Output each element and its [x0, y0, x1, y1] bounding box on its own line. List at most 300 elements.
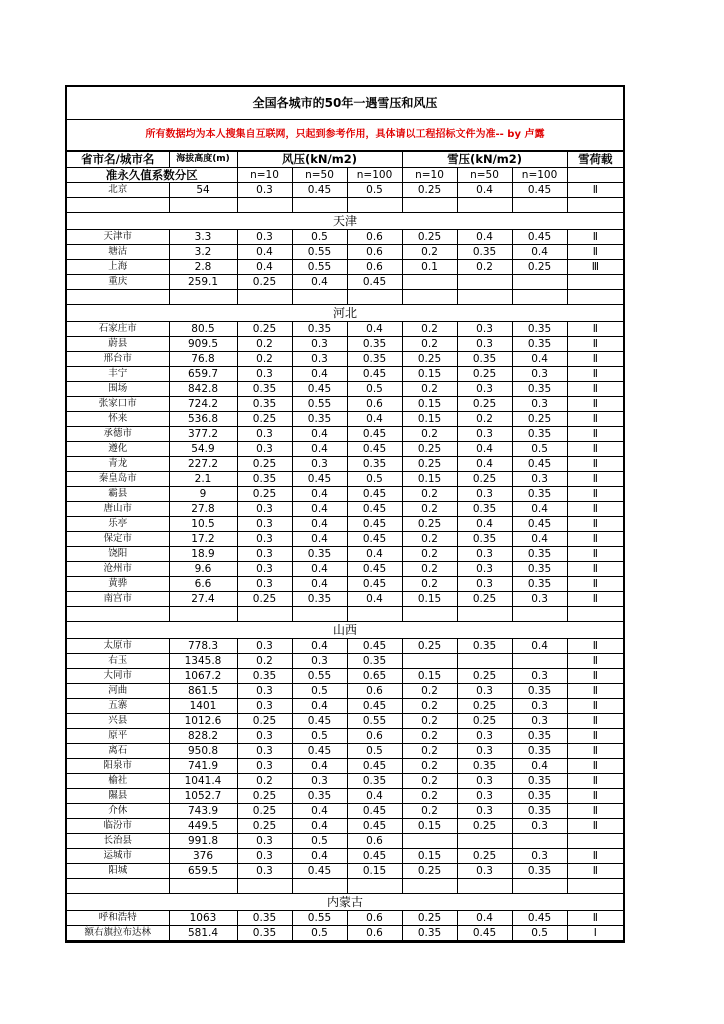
cell-wind-n100: 0.6 — [347, 834, 402, 849]
cell-snow-n100: 0.3 — [512, 472, 567, 487]
table-row — [67, 759, 623, 774]
cell-snow-n50: 0.3 — [457, 337, 512, 352]
cell-altitude: 861.5 — [169, 684, 237, 699]
cell-snow-n10: 0.2 — [402, 337, 457, 352]
cell-snow-n10: 0.2 — [402, 562, 457, 577]
pressure-table — [67, 151, 623, 941]
cell-snow-load-zone: Ⅱ — [567, 230, 623, 245]
table-row — [67, 502, 623, 517]
cell-wind-n50: 0.4 — [292, 427, 347, 442]
blank-cell — [512, 198, 567, 213]
cell-snow-n50: 0.35 — [457, 532, 512, 547]
cell-wind-n10: 0.3 — [237, 183, 292, 198]
cell-snow-n50: 0.3 — [457, 744, 512, 759]
cell-snow-n100: 0.3 — [512, 819, 567, 834]
cell-city: 兴县 — [67, 714, 169, 729]
cell-wind-n50: 0.3 — [292, 654, 347, 669]
spreadsheet — [65, 85, 625, 943]
cell-snow-n100: 0.35 — [512, 729, 567, 744]
cell-wind-n10: 0.3 — [237, 532, 292, 547]
cell-city: 蔚县 — [67, 337, 169, 352]
cell-city: 保定市 — [67, 532, 169, 547]
cell-wind-n100: 0.45 — [347, 577, 402, 592]
cell-snow-load-zone: Ⅱ — [567, 774, 623, 789]
cell-snow-n10: 0.15 — [402, 669, 457, 684]
cell-city: 原平 — [67, 729, 169, 744]
cell-altitude: 536.8 — [169, 412, 237, 427]
cell-altitude: 1041.4 — [169, 774, 237, 789]
cell-snow-n50: 0.25 — [457, 819, 512, 834]
cell-altitude: 3.3 — [169, 230, 237, 245]
cell-wind-n100: 0.4 — [347, 412, 402, 427]
cell-city: 霸县 — [67, 487, 169, 502]
cell-wind-n10: 0.25 — [237, 714, 292, 729]
cell-snow-load-zone: Ⅲ — [567, 260, 623, 275]
blank-cell — [457, 198, 512, 213]
cell-wind-n50: 0.4 — [292, 502, 347, 517]
cell-snow-n10: 0.15 — [402, 849, 457, 864]
cell-wind-n50: 0.4 — [292, 804, 347, 819]
header-zone: 准永久值系数分区 — [67, 168, 237, 183]
cell-wind-n10: 0.35 — [237, 382, 292, 397]
table-row — [67, 654, 623, 669]
cell-altitude: 76.8 — [169, 352, 237, 367]
cell-wind-n10: 0.25 — [237, 275, 292, 290]
cell-wind-n100: 0.5 — [347, 382, 402, 397]
blank-cell — [292, 198, 347, 213]
table-row — [67, 926, 623, 941]
cell-altitude: 9 — [169, 487, 237, 502]
cell-wind-n100: 0.6 — [347, 729, 402, 744]
table-row — [67, 547, 623, 562]
cell-wind-n10: 0.3 — [237, 744, 292, 759]
cell-wind-n100: 0.6 — [347, 230, 402, 245]
cell-wind-n10: 0.3 — [237, 502, 292, 517]
cell-wind-n100: 0.45 — [347, 442, 402, 457]
cell-wind-n10: 0.25 — [237, 804, 292, 819]
cell-wind-n100: 0.45 — [347, 532, 402, 547]
blank-cell — [67, 607, 169, 622]
table-row — [67, 789, 623, 804]
cell-snow-n100 — [512, 654, 567, 669]
cell-snow-load-zone: Ⅱ — [567, 532, 623, 547]
cell-city: 额右旗拉布达林 — [67, 926, 169, 941]
cell-wind-n50: 0.4 — [292, 532, 347, 547]
cell-snow-n100: 0.3 — [512, 699, 567, 714]
blank-cell — [457, 879, 512, 894]
cell-altitude: 1401 — [169, 699, 237, 714]
cell-snow-load-zone: Ⅱ — [567, 804, 623, 819]
cell-snow-n10: 0.35 — [402, 926, 457, 941]
table-row — [67, 714, 623, 729]
cell-snow-load-zone: Ⅱ — [567, 789, 623, 804]
cell-snow-n100: 0.25 — [512, 412, 567, 427]
cell-snow-load-zone: Ⅱ — [567, 502, 623, 517]
blank-cell — [512, 879, 567, 894]
cell-snow-n50: 0.25 — [457, 592, 512, 607]
cell-wind-n100: 0.4 — [347, 322, 402, 337]
cell-snow-n50: 0.4 — [457, 230, 512, 245]
cell-wind-n10: 0.3 — [237, 577, 292, 592]
blank-cell — [512, 607, 567, 622]
table-row — [67, 517, 623, 532]
cell-wind-n50: 0.4 — [292, 487, 347, 502]
cell-wind-n100: 0.45 — [347, 517, 402, 532]
cell-altitude: 724.2 — [169, 397, 237, 412]
cell-city: 重庆 — [67, 275, 169, 290]
cell-wind-n100: 0.6 — [347, 684, 402, 699]
cell-wind-n100: 0.35 — [347, 337, 402, 352]
cell-snow-n10: 0.2 — [402, 547, 457, 562]
cell-city: 呼和浩特 — [67, 911, 169, 926]
cell-snow-n10: 0.2 — [402, 245, 457, 260]
blank-cell — [169, 290, 237, 305]
cell-city: 天津市 — [67, 230, 169, 245]
cell-snow-n10: 0.25 — [402, 352, 457, 367]
cell-altitude: 80.5 — [169, 322, 237, 337]
cell-city: 离石 — [67, 744, 169, 759]
cell-snow-n10: 0.25 — [402, 639, 457, 654]
cell-snow-n50: 0.3 — [457, 789, 512, 804]
header-wind-pressure: 风压(kN/m2) — [237, 152, 402, 168]
cell-wind-n10: 0.3 — [237, 729, 292, 744]
cell-snow-n10: 0.15 — [402, 412, 457, 427]
disclaimer-note: 所有数据均为本人搜集自互联网，只起到参考作用，具体请以工程招标文件为准-- by 卢露 — [67, 120, 623, 151]
cell-snow-n50: 0.25 — [457, 367, 512, 382]
cell-snow-n10: 0.2 — [402, 502, 457, 517]
cell-wind-n10: 0.3 — [237, 517, 292, 532]
cell-snow-load-zone: Ⅱ — [567, 592, 623, 607]
cell-snow-load-zone: Ⅱ — [567, 382, 623, 397]
table-row — [67, 684, 623, 699]
cell-snow-n100: 0.3 — [512, 849, 567, 864]
table-row — [67, 744, 623, 759]
table-row — [67, 804, 623, 819]
cell-snow-n10: 0.15 — [402, 397, 457, 412]
cell-city: 北京 — [67, 183, 169, 198]
cell-snow-n50: 0.35 — [457, 502, 512, 517]
cell-altitude: 1067.2 — [169, 669, 237, 684]
cell-snow-n50: 0.4 — [457, 457, 512, 472]
cell-snow-n10: 0.15 — [402, 819, 457, 834]
province-section-row — [67, 622, 623, 639]
cell-snow-load-zone: Ⅱ — [567, 245, 623, 260]
blank-cell — [347, 607, 402, 622]
cell-snow-n50: 0.3 — [457, 382, 512, 397]
cell-wind-n10: 0.3 — [237, 367, 292, 382]
blank-cell — [512, 290, 567, 305]
cell-wind-n100: 0.6 — [347, 911, 402, 926]
cell-altitude: 449.5 — [169, 819, 237, 834]
cell-wind-n100: 0.35 — [347, 457, 402, 472]
cell-snow-n100: 0.5 — [512, 442, 567, 457]
cell-wind-n50: 0.45 — [292, 472, 347, 487]
cell-wind-n50: 0.45 — [292, 864, 347, 879]
cell-snow-n100: 0.25 — [512, 260, 567, 275]
cell-wind-n10: 0.3 — [237, 427, 292, 442]
cell-snow-load-zone: Ⅱ — [567, 322, 623, 337]
province-section-row — [67, 213, 623, 230]
cell-wind-n50: 0.4 — [292, 699, 347, 714]
cell-snow-n10 — [402, 834, 457, 849]
cell-snow-load-zone: Ⅱ — [567, 412, 623, 427]
cell-wind-n100: 0.6 — [347, 926, 402, 941]
cell-snow-n50: 0.4 — [457, 911, 512, 926]
cell-snow-load-zone: Ⅱ — [567, 427, 623, 442]
cell-altitude: 659.7 — [169, 367, 237, 382]
cell-snow-n50 — [457, 275, 512, 290]
cell-wind-n50: 0.55 — [292, 911, 347, 926]
header-wind-n10: n=10 — [237, 168, 292, 183]
cell-city: 饶阳 — [67, 547, 169, 562]
header-wind-n100: n=100 — [347, 168, 402, 183]
cell-snow-n10: 0.1 — [402, 260, 457, 275]
cell-altitude: 54.9 — [169, 442, 237, 457]
cell-wind-n100: 0.15 — [347, 864, 402, 879]
cell-wind-n50: 0.5 — [292, 230, 347, 245]
cell-city: 邢台市 — [67, 352, 169, 367]
cell-snow-n10: 0.2 — [402, 789, 457, 804]
cell-snow-n100: 0.4 — [512, 245, 567, 260]
province-header: 河北 — [67, 305, 623, 322]
cell-snow-load-zone: Ⅱ — [567, 487, 623, 502]
cell-wind-n100: 0.6 — [347, 260, 402, 275]
cell-snow-n50: 0.35 — [457, 639, 512, 654]
cell-city: 隰县 — [67, 789, 169, 804]
cell-wind-n50: 0.4 — [292, 759, 347, 774]
cell-wind-n100: 0.45 — [347, 699, 402, 714]
cell-city: 介休 — [67, 804, 169, 819]
cell-snow-n10: 0.2 — [402, 487, 457, 502]
header-wind-n50: n=50 — [292, 168, 347, 183]
cell-snow-n100: 0.35 — [512, 577, 567, 592]
cell-altitude: 581.4 — [169, 926, 237, 941]
cell-wind-n100: 0.35 — [347, 654, 402, 669]
cell-wind-n10: 0.35 — [237, 669, 292, 684]
table-row — [67, 487, 623, 502]
cell-wind-n10: 0.25 — [237, 487, 292, 502]
cell-wind-n10: 0.35 — [237, 472, 292, 487]
blank-cell — [292, 290, 347, 305]
cell-snow-n50: 0.2 — [457, 412, 512, 427]
blank-cell — [292, 607, 347, 622]
cell-snow-load-zone: Ⅱ — [567, 849, 623, 864]
cell-wind-n100: 0.45 — [347, 759, 402, 774]
cell-altitude: 17.2 — [169, 532, 237, 547]
cell-snow-n10: 0.15 — [402, 367, 457, 382]
table-row — [67, 427, 623, 442]
cell-wind-n50: 0.55 — [292, 245, 347, 260]
cell-altitude: 2.8 — [169, 260, 237, 275]
cell-wind-n10: 0.3 — [237, 834, 292, 849]
cell-wind-n100: 0.4 — [347, 547, 402, 562]
cell-wind-n10: 0.2 — [237, 774, 292, 789]
cell-city: 遵化 — [67, 442, 169, 457]
cell-snow-n100: 0.35 — [512, 487, 567, 502]
cell-altitude: 991.8 — [169, 834, 237, 849]
header-snow-n10: n=10 — [402, 168, 457, 183]
cell-wind-n50: 0.55 — [292, 669, 347, 684]
cell-snow-n10: 0.2 — [402, 427, 457, 442]
table-row — [67, 819, 623, 834]
cell-snow-n50: 0.4 — [457, 517, 512, 532]
header-city: 省市名/城市名 — [67, 152, 169, 168]
cell-city: 五寨 — [67, 699, 169, 714]
cell-snow-n10: 0.2 — [402, 684, 457, 699]
cell-snow-load-zone: Ⅱ — [567, 337, 623, 352]
cell-wind-n10: 0.3 — [237, 759, 292, 774]
cell-altitude: 54 — [169, 183, 237, 198]
cell-snow-load-zone: Ⅱ — [567, 864, 623, 879]
cell-snow-n100: 0.3 — [512, 669, 567, 684]
cell-snow-n50: 0.3 — [457, 547, 512, 562]
cell-snow-load-zone: Ⅱ — [567, 397, 623, 412]
cell-snow-n10: 0.25 — [402, 517, 457, 532]
blank-cell — [567, 879, 623, 894]
cell-snow-n50: 0.45 — [457, 926, 512, 941]
cell-snow-n10: 0.2 — [402, 699, 457, 714]
blank-cell — [402, 198, 457, 213]
cell-wind-n100: 0.45 — [347, 819, 402, 834]
cell-snow-load-zone: Ⅱ — [567, 699, 623, 714]
cell-snow-n100: 0.45 — [512, 517, 567, 532]
blank-cell — [457, 607, 512, 622]
blank-cell — [169, 198, 237, 213]
cell-altitude: 3.2 — [169, 245, 237, 260]
cell-wind-n50: 0.4 — [292, 442, 347, 457]
cell-snow-n10: 0.25 — [402, 442, 457, 457]
cell-snow-n100: 0.35 — [512, 684, 567, 699]
blank-cell — [169, 879, 237, 894]
table-row — [67, 834, 623, 849]
table-row — [67, 352, 623, 367]
cell-snow-load-zone: Ⅱ — [567, 744, 623, 759]
cell-wind-n10: 0.25 — [237, 412, 292, 427]
cell-city: 临汾市 — [67, 819, 169, 834]
blank-cell — [237, 198, 292, 213]
cell-snow-n100: 0.3 — [512, 592, 567, 607]
cell-city: 上海 — [67, 260, 169, 275]
cell-altitude: 377.2 — [169, 427, 237, 442]
table-row — [67, 442, 623, 457]
cell-city: 阳泉市 — [67, 759, 169, 774]
cell-wind-n50: 0.4 — [292, 577, 347, 592]
cell-altitude: 10.5 — [169, 517, 237, 532]
cell-snow-load-zone: Ⅱ — [567, 714, 623, 729]
cell-snow-n100: 0.35 — [512, 427, 567, 442]
cell-wind-n100: 0.5 — [347, 472, 402, 487]
cell-snow-n10: 0.25 — [402, 457, 457, 472]
cell-wind-n50: 0.35 — [292, 592, 347, 607]
cell-snow-n50: 0.3 — [457, 774, 512, 789]
cell-wind-n100: 0.45 — [347, 275, 402, 290]
cell-snow-n50: 0.25 — [457, 669, 512, 684]
cell-city: 黄骅 — [67, 577, 169, 592]
blank-cell — [567, 290, 623, 305]
cell-wind-n50: 0.3 — [292, 457, 347, 472]
cell-snow-n100: 0.45 — [512, 911, 567, 926]
cell-city: 大同市 — [67, 669, 169, 684]
cell-wind-n10: 0.35 — [237, 911, 292, 926]
cell-city: 乐亭 — [67, 517, 169, 532]
cell-snow-n100: 0.35 — [512, 382, 567, 397]
table-row — [67, 592, 623, 607]
table-row — [67, 322, 623, 337]
cell-snow-load-zone: Ⅱ — [567, 819, 623, 834]
cell-snow-n100: 0.45 — [512, 183, 567, 198]
cell-altitude: 842.8 — [169, 382, 237, 397]
blank-cell — [402, 290, 457, 305]
cell-snow-load-zone — [567, 275, 623, 290]
cell-wind-n50: 0.4 — [292, 639, 347, 654]
cell-altitude: 741.9 — [169, 759, 237, 774]
cell-wind-n10: 0.3 — [237, 547, 292, 562]
cell-city: 沧州市 — [67, 562, 169, 577]
cell-snow-n10: 0.25 — [402, 183, 457, 198]
cell-altitude: 6.6 — [169, 577, 237, 592]
cell-city: 运城市 — [67, 849, 169, 864]
cell-city: 榆社 — [67, 774, 169, 789]
table-row — [67, 382, 623, 397]
blank-cell — [237, 879, 292, 894]
cell-wind-n10: 0.2 — [237, 654, 292, 669]
cell-city: 青龙 — [67, 457, 169, 472]
cell-altitude: 1063 — [169, 911, 237, 926]
cell-snow-n50: 0.3 — [457, 562, 512, 577]
cell-wind-n100: 0.45 — [347, 427, 402, 442]
cell-snow-load-zone: Ⅱ — [567, 457, 623, 472]
cell-wind-n10: 0.2 — [237, 337, 292, 352]
cell-snow-n10: 0.25 — [402, 864, 457, 879]
cell-altitude: 27.8 — [169, 502, 237, 517]
province-section-row — [67, 894, 623, 911]
cell-snow-load-zone: Ⅱ — [567, 183, 623, 198]
cell-snow-load-zone: Ⅱ — [567, 352, 623, 367]
province-header: 天津 — [67, 213, 623, 230]
cell-snow-n100 — [512, 275, 567, 290]
cell-snow-n100: 0.4 — [512, 639, 567, 654]
cell-snow-n50: 0.35 — [457, 352, 512, 367]
blank-cell — [567, 607, 623, 622]
cell-wind-n50: 0.3 — [292, 774, 347, 789]
cell-wind-n100: 0.5 — [347, 183, 402, 198]
cell-wind-n10: 0.3 — [237, 639, 292, 654]
cell-wind-n100: 0.4 — [347, 592, 402, 607]
cell-wind-n100: 0.65 — [347, 669, 402, 684]
cell-wind-n100: 0.55 — [347, 714, 402, 729]
cell-snow-n10: 0.2 — [402, 774, 457, 789]
cell-wind-n100: 0.6 — [347, 245, 402, 260]
cell-snow-n100: 0.35 — [512, 322, 567, 337]
cell-altitude: 1012.6 — [169, 714, 237, 729]
cell-wind-n50: 0.4 — [292, 517, 347, 532]
cell-wind-n100: 0.45 — [347, 562, 402, 577]
cell-snow-n100: 0.35 — [512, 337, 567, 352]
cell-wind-n100: 0.45 — [347, 367, 402, 382]
cell-altitude: 950.8 — [169, 744, 237, 759]
cell-snow-n50 — [457, 834, 512, 849]
header-snow-load: 雪荷载 — [567, 152, 623, 168]
cell-wind-n10: 0.3 — [237, 849, 292, 864]
cell-snow-n50: 0.3 — [457, 322, 512, 337]
cell-altitude: 778.3 — [169, 639, 237, 654]
cell-snow-n100: 0.5 — [512, 926, 567, 941]
cell-wind-n50: 0.35 — [292, 412, 347, 427]
cell-snow-n100: 0.35 — [512, 804, 567, 819]
province-header: 内蒙古 — [67, 894, 623, 911]
cell-wind-n50: 0.5 — [292, 684, 347, 699]
cell-snow-n100 — [512, 834, 567, 849]
